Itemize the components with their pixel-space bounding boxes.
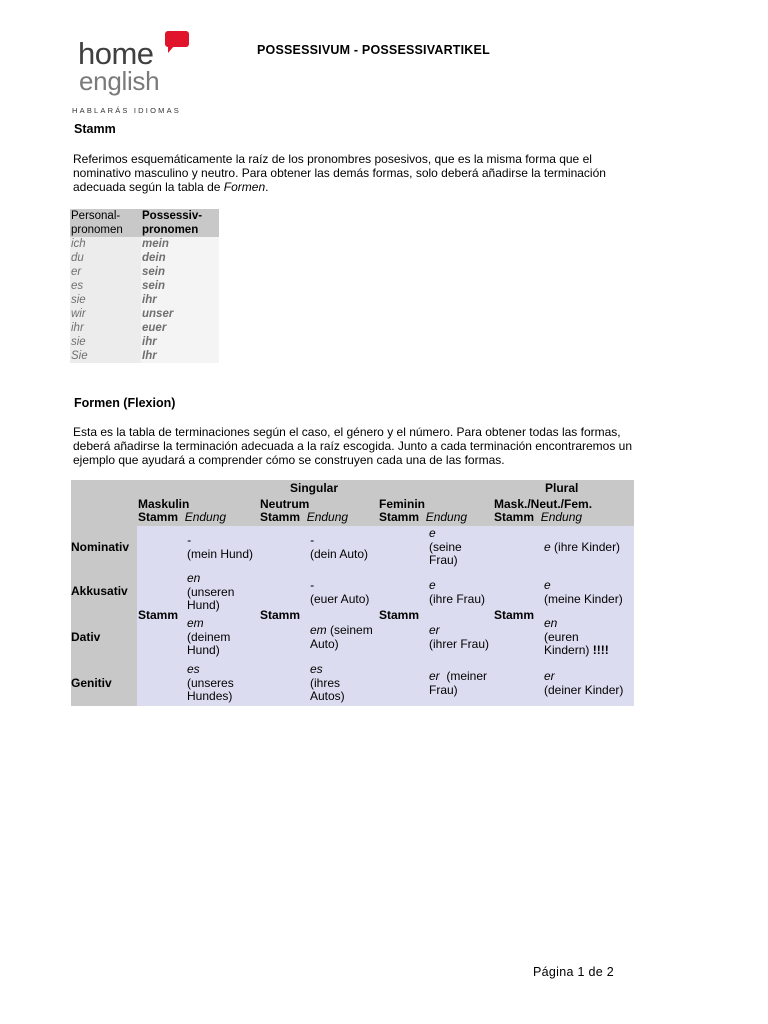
paragraph-line: ejemplo que ayudará a comprender cómo se construyen cada una de las formas.	[73, 453, 505, 468]
paragraph-line	[73, 180, 683, 194]
cell-akk-neutrum	[310, 579, 369, 606]
case-genitiv: Genitiv	[71, 676, 112, 690]
possessive-pronoun: mein	[141, 237, 219, 251]
possessive-pronoun: unser	[141, 307, 219, 321]
possessive-pronoun: sein	[141, 265, 219, 279]
endung-label: Endung	[540, 510, 583, 524]
cell-akk-maskulin	[187, 572, 234, 613]
page-number: Página 1 de 2	[533, 965, 615, 979]
ending: e	[544, 578, 551, 592]
emphasis-mark: !!!!	[592, 643, 609, 657]
cell-akk-plural	[544, 579, 623, 606]
subheader-feminin	[379, 511, 467, 525]
personal-pronoun: wir	[70, 307, 141, 321]
cell-dat-plural	[544, 617, 609, 658]
paragraph-line: nominativo masculino y neutro. Para obtener las demás formas, solo deberá añadirse la terminación	[73, 166, 606, 181]
cell-akk-feminin	[429, 579, 485, 606]
possessive-pronoun: euer	[141, 321, 219, 335]
ending: em	[310, 623, 327, 637]
stamm-maskulin: Stamm	[138, 608, 179, 622]
stamm-label: Stamm	[138, 510, 179, 524]
personal-pronoun: Sie	[70, 349, 141, 363]
possessive-pronoun: ihr	[141, 293, 219, 307]
example: Hund)	[187, 598, 220, 612]
cell-nom-feminin	[429, 527, 462, 568]
ending: es	[187, 662, 200, 676]
endung-label: Endung	[184, 510, 227, 524]
paragraph-punctuation: .	[265, 180, 269, 195]
stamm-feminin: Stamm	[379, 608, 420, 622]
ending: e	[429, 578, 436, 592]
example: (ihre Kinder)	[554, 540, 621, 554]
table-row	[70, 251, 219, 265]
table-row	[70, 335, 219, 349]
example: (euren	[544, 629, 579, 644]
personal-pronoun: ihr	[70, 321, 141, 335]
example: (mein Hund)	[187, 546, 254, 561]
example: (ihrer Frau)	[429, 636, 490, 651]
stamm-neutrum: Stamm	[260, 608, 301, 622]
cell-gen-plural	[544, 670, 623, 697]
example: (meiner	[446, 669, 488, 683]
pronoun-table	[70, 209, 219, 363]
document-title: POSSESSIVUM - POSSESSIVARTIKEL	[257, 43, 490, 57]
personal-pronoun: du	[70, 251, 141, 265]
table-row	[70, 349, 219, 363]
ending: en	[544, 616, 558, 630]
header-possessivpronomen: Possessiv- pronomen	[141, 209, 219, 237]
header-plural: Plural	[545, 481, 579, 495]
paragraph-line: Esta es la tabla de terminaciones según el caso, el género y el número. Para obtener todas las formas,	[73, 425, 621, 439]
header-singular: Singular	[290, 481, 339, 495]
cell-nom-maskulin	[187, 534, 253, 561]
possessive-pronoun: sein	[141, 279, 219, 293]
ending: e	[429, 526, 436, 540]
table-row	[70, 265, 219, 279]
header-personalpronomen: Personal- pronomen	[70, 209, 141, 237]
pronoun-table-header	[70, 209, 219, 237]
formen-heading: Formen (Flexion)	[74, 396, 176, 410]
example: Autos)	[310, 689, 345, 703]
header-feminin: Feminin	[379, 497, 426, 511]
table-row	[70, 279, 219, 293]
personal-pronoun: es	[70, 279, 141, 293]
cell-dat-neutrum	[310, 624, 373, 651]
endung-label: Endung	[306, 510, 349, 524]
cell-gen-maskulin	[187, 663, 234, 704]
example: Kindern)	[544, 643, 590, 657]
header-neutrum: Neutrum	[260, 497, 310, 511]
stamm-plural: Stamm	[494, 608, 535, 622]
stamm-label: Stamm	[260, 510, 301, 524]
personal-pronoun: sie	[70, 335, 141, 349]
logo-word-english: english	[79, 66, 160, 96]
logo-bubble-tail	[168, 45, 175, 53]
cell-dat-feminin	[429, 624, 489, 651]
example: (unseren	[187, 584, 235, 599]
case-akkusativ: Akkusativ	[71, 584, 128, 598]
example: (unseres	[187, 675, 234, 690]
personal-pronoun: sie	[70, 293, 141, 307]
case-dativ: Dativ	[71, 630, 101, 644]
example: (dein Auto)	[310, 546, 369, 561]
possessive-pronoun: Ihr	[141, 349, 219, 363]
example: (euer Auto)	[310, 591, 370, 606]
logo-tagline: HABLARÁS IDIOMAS	[72, 106, 181, 115]
header-plural-genders: Mask./Neut./Fem.	[494, 497, 593, 511]
ending: er	[544, 669, 555, 683]
ending: en	[187, 571, 201, 585]
paragraph-text: adecuada según la tabla de	[73, 180, 224, 195]
table-row	[70, 307, 219, 321]
paragraph-line: Referimos esquemáticamente la raíz de los pronombres posesivos, que es la misma forma que el	[73, 152, 592, 166]
example: (ihre Frau)	[429, 591, 486, 606]
example: Frau)	[429, 682, 458, 697]
ending: er	[429, 669, 440, 683]
cell-gen-neutrum	[310, 663, 345, 704]
subheader-plural	[494, 511, 582, 525]
ending: -	[310, 533, 314, 547]
stamm-heading: Stamm	[74, 122, 116, 136]
stamm-label: Stamm	[494, 510, 535, 524]
case-nominativ: Nominativ	[71, 540, 130, 554]
ending: -	[187, 533, 191, 547]
ending: e	[544, 540, 551, 554]
table-row	[70, 321, 219, 335]
logo-word-home: home	[78, 36, 154, 71]
example: Hundes)	[187, 689, 233, 703]
stamm-paragraph	[73, 152, 683, 195]
example: (meine Kinder)	[544, 591, 623, 606]
example: (deinem	[187, 629, 231, 644]
ending: er	[429, 623, 440, 637]
endung-label: Endung	[425, 510, 468, 524]
example: (deiner Kinder)	[544, 682, 624, 697]
personal-pronoun: er	[70, 265, 141, 279]
header-maskulin: Maskulin	[138, 497, 190, 511]
example: (seinem	[330, 623, 373, 637]
example: Hund)	[187, 643, 220, 657]
example: (ihres	[310, 675, 341, 690]
example: Frau)	[429, 553, 458, 567]
personal-pronoun: ich	[70, 237, 141, 251]
formen-paragraph	[73, 425, 713, 468]
paragraph-line: deberá añadirse la terminación adecuada a la raíz escogida. Junto a cada terminación encontraremos un	[73, 439, 633, 454]
ending: es	[310, 662, 323, 676]
stamm-label: Stamm	[379, 510, 420, 524]
cell-nom-plural	[544, 541, 620, 555]
possessive-pronoun: ihr	[141, 335, 219, 349]
example: Auto)	[310, 636, 339, 651]
table-row	[70, 293, 219, 307]
paragraph-italic-term: Formen	[223, 180, 266, 195]
subheader-maskulin	[138, 511, 226, 525]
ending: em	[187, 616, 204, 630]
possessive-pronoun: dein	[141, 251, 219, 265]
subheader-neutrum	[260, 511, 348, 525]
table-row	[70, 237, 219, 251]
example: (seine	[429, 539, 462, 554]
ending: -	[310, 578, 314, 592]
cell-gen-feminin	[429, 670, 487, 697]
cell-dat-maskulin	[187, 617, 230, 658]
cell-nom-neutrum	[310, 534, 368, 561]
